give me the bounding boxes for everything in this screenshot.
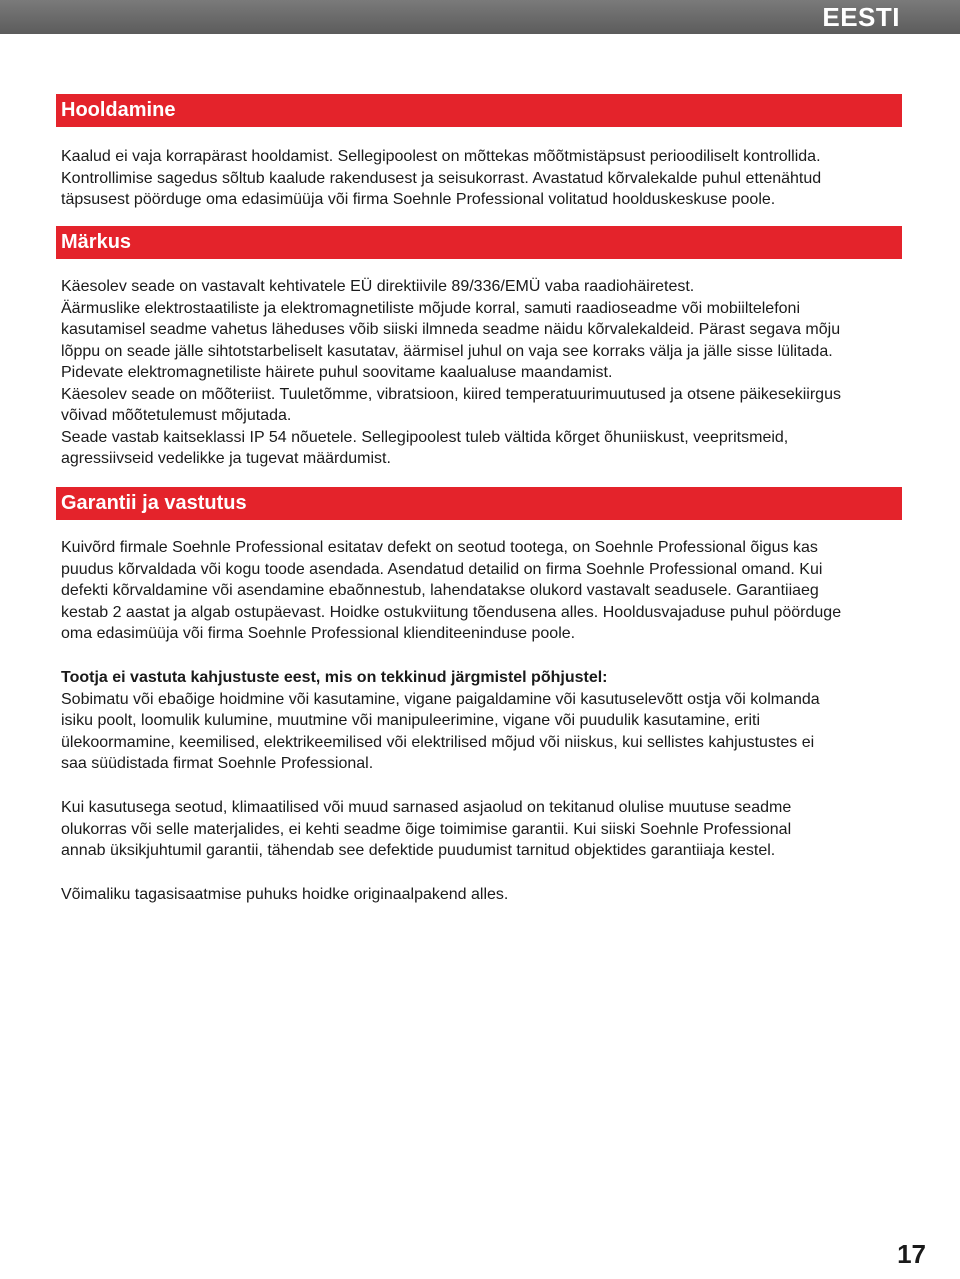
warranty-paragraph-3 <box>61 797 901 862</box>
text-line: olukorras või selle materjalides, ei kehti seadme õige toimimise garantii. Kui siiski Soehnle Professional <box>61 820 792 838</box>
text-line: Võimaliku tagasisaatmise puhuks hoidke originaalpakend alles. <box>61 886 509 903</box>
page-number: 17 <box>897 1239 926 1269</box>
text-line: Kui kasutusega seotud, klimaatilised või muud sarnased asjaolud on tekitanud olulise muutuse seadme <box>61 799 792 816</box>
liability-heading: Tootja ei vastuta kahjustuste eest, mis on tekkinud järgmistel põhjustel: <box>61 669 608 686</box>
text-line: saa süüdistada firmat Soehnle Professional. <box>61 755 374 772</box>
text-line: ülekoormamine, keemilised, elektrikeemilised või elektrilised mõjud või niiskus, kui sellistes kahjustustes ei <box>61 733 815 751</box>
section-heading-care: Hooldamine <box>56 94 902 127</box>
section-heading-warranty: Garantii ja vastutus <box>56 487 902 520</box>
text-line: kasutamisel seadme vahetus läheduses võib siiski ilmneda seadme näidu kõrvalekaldeid. Pärast segava mõju <box>61 321 841 338</box>
warranty-paragraph-1 <box>61 537 901 645</box>
liability-paragraph <box>61 667 901 775</box>
language-header-bar <box>0 0 960 34</box>
text-line: annab üksikjuhtumil garantii, tähendab see defektide puudumist tarnitud objektides garantiiaja kestel. <box>61 842 776 859</box>
warranty-paragraph-4 <box>61 884 901 906</box>
text-line: Kaalud ei vaja korrapärast hooldamist. Sellegipoolest on mõttekas mõõtmistäpsust perioodiliselt kontrollida. <box>61 148 821 165</box>
care-paragraph <box>61 146 901 211</box>
text-line: võivad mõõtetulemust mõjutada. <box>61 407 292 424</box>
text-line: puudus kõrvaldada või kogu toode asendada. Asendatud detailid on firma Soehnle Professional omand. Kui <box>61 560 823 578</box>
text-line: Sobimatu või ebaõige hoidmine või kasutamine, vigane paigaldamine või kasutuselevõtt ostja või kolmanda <box>61 690 820 708</box>
note-paragraph <box>61 276 901 470</box>
text-line: Pidevate elektromagnetiliste häirete puhul soovitame kaalualuse maandamist. <box>61 364 613 381</box>
text-line: lõppu on seade jälle sihtotstarbeliselt kasutatav, äärmisel juhul on vaja see korraks välja ja jälle sisse lülitada. <box>61 342 833 360</box>
text-line: Äärmuslike elektrostaatiliste ja elektromagnetiliste mõjude korral, samuti raadioseadme või mobiiltelefoni <box>61 299 800 317</box>
text-line: defekti kõrvaldamine või asendamine ebaõnnestub, lahendatakse olukord vastavalt seadusele. Garantiiaeg <box>61 582 819 599</box>
text-line: Käesolev seade on mõõteriist. Tuuletõmme, vibratsioon, kiired temperatuurimuutused ja otsene päikesekiirgus <box>61 385 841 403</box>
text-line: täpsusest pöörduge oma edasimüüja või firma Soehnle Professional volitatud hoolduskeskuse poole. <box>61 191 776 208</box>
text-line: Seade vastab kaitseklassi IP 54 nõuetele. Sellegipoolest tuleb vältida kõrget õhuniiskust, veepritsmeid, <box>61 428 789 446</box>
section-heading-note: Märkus <box>56 226 902 259</box>
text-line: Kontrollimise sagedus sõltub kaalude rakendusest ja seisukorrast. Avastatud kõrvalekalde puhul ettenähtud <box>61 169 822 187</box>
text-line: agressiivseid vedelikke ja tugevat määrdumist. <box>61 450 391 467</box>
text-line: Kuivõrd firmale Soehnle Professional esitatav defekt on seotud tootega, on Soehnle Professional õigus kas <box>61 539 818 556</box>
text-line: Käesolev seade on vastavalt kehtivatele EÜ direktiivile 89/336/EMÜ vaba raadiohäiretest. <box>61 278 695 295</box>
text-line: isiku poolt, loomulik kulumine, muutmine või manipuleerimine, vigane või puudulik kasutamine, eriti <box>61 712 760 729</box>
text-line: oma edasimüüja või firma Soehnle Professional klienditeeninduse poole. <box>61 625 576 642</box>
text-line: kestab 2 aastat ja algab ostupäevast. Hoidke ostukviitung tõendusena alles. Hooldusvajaduse puhul pöörduge <box>61 603 842 621</box>
language-label: EESTI <box>822 2 900 32</box>
